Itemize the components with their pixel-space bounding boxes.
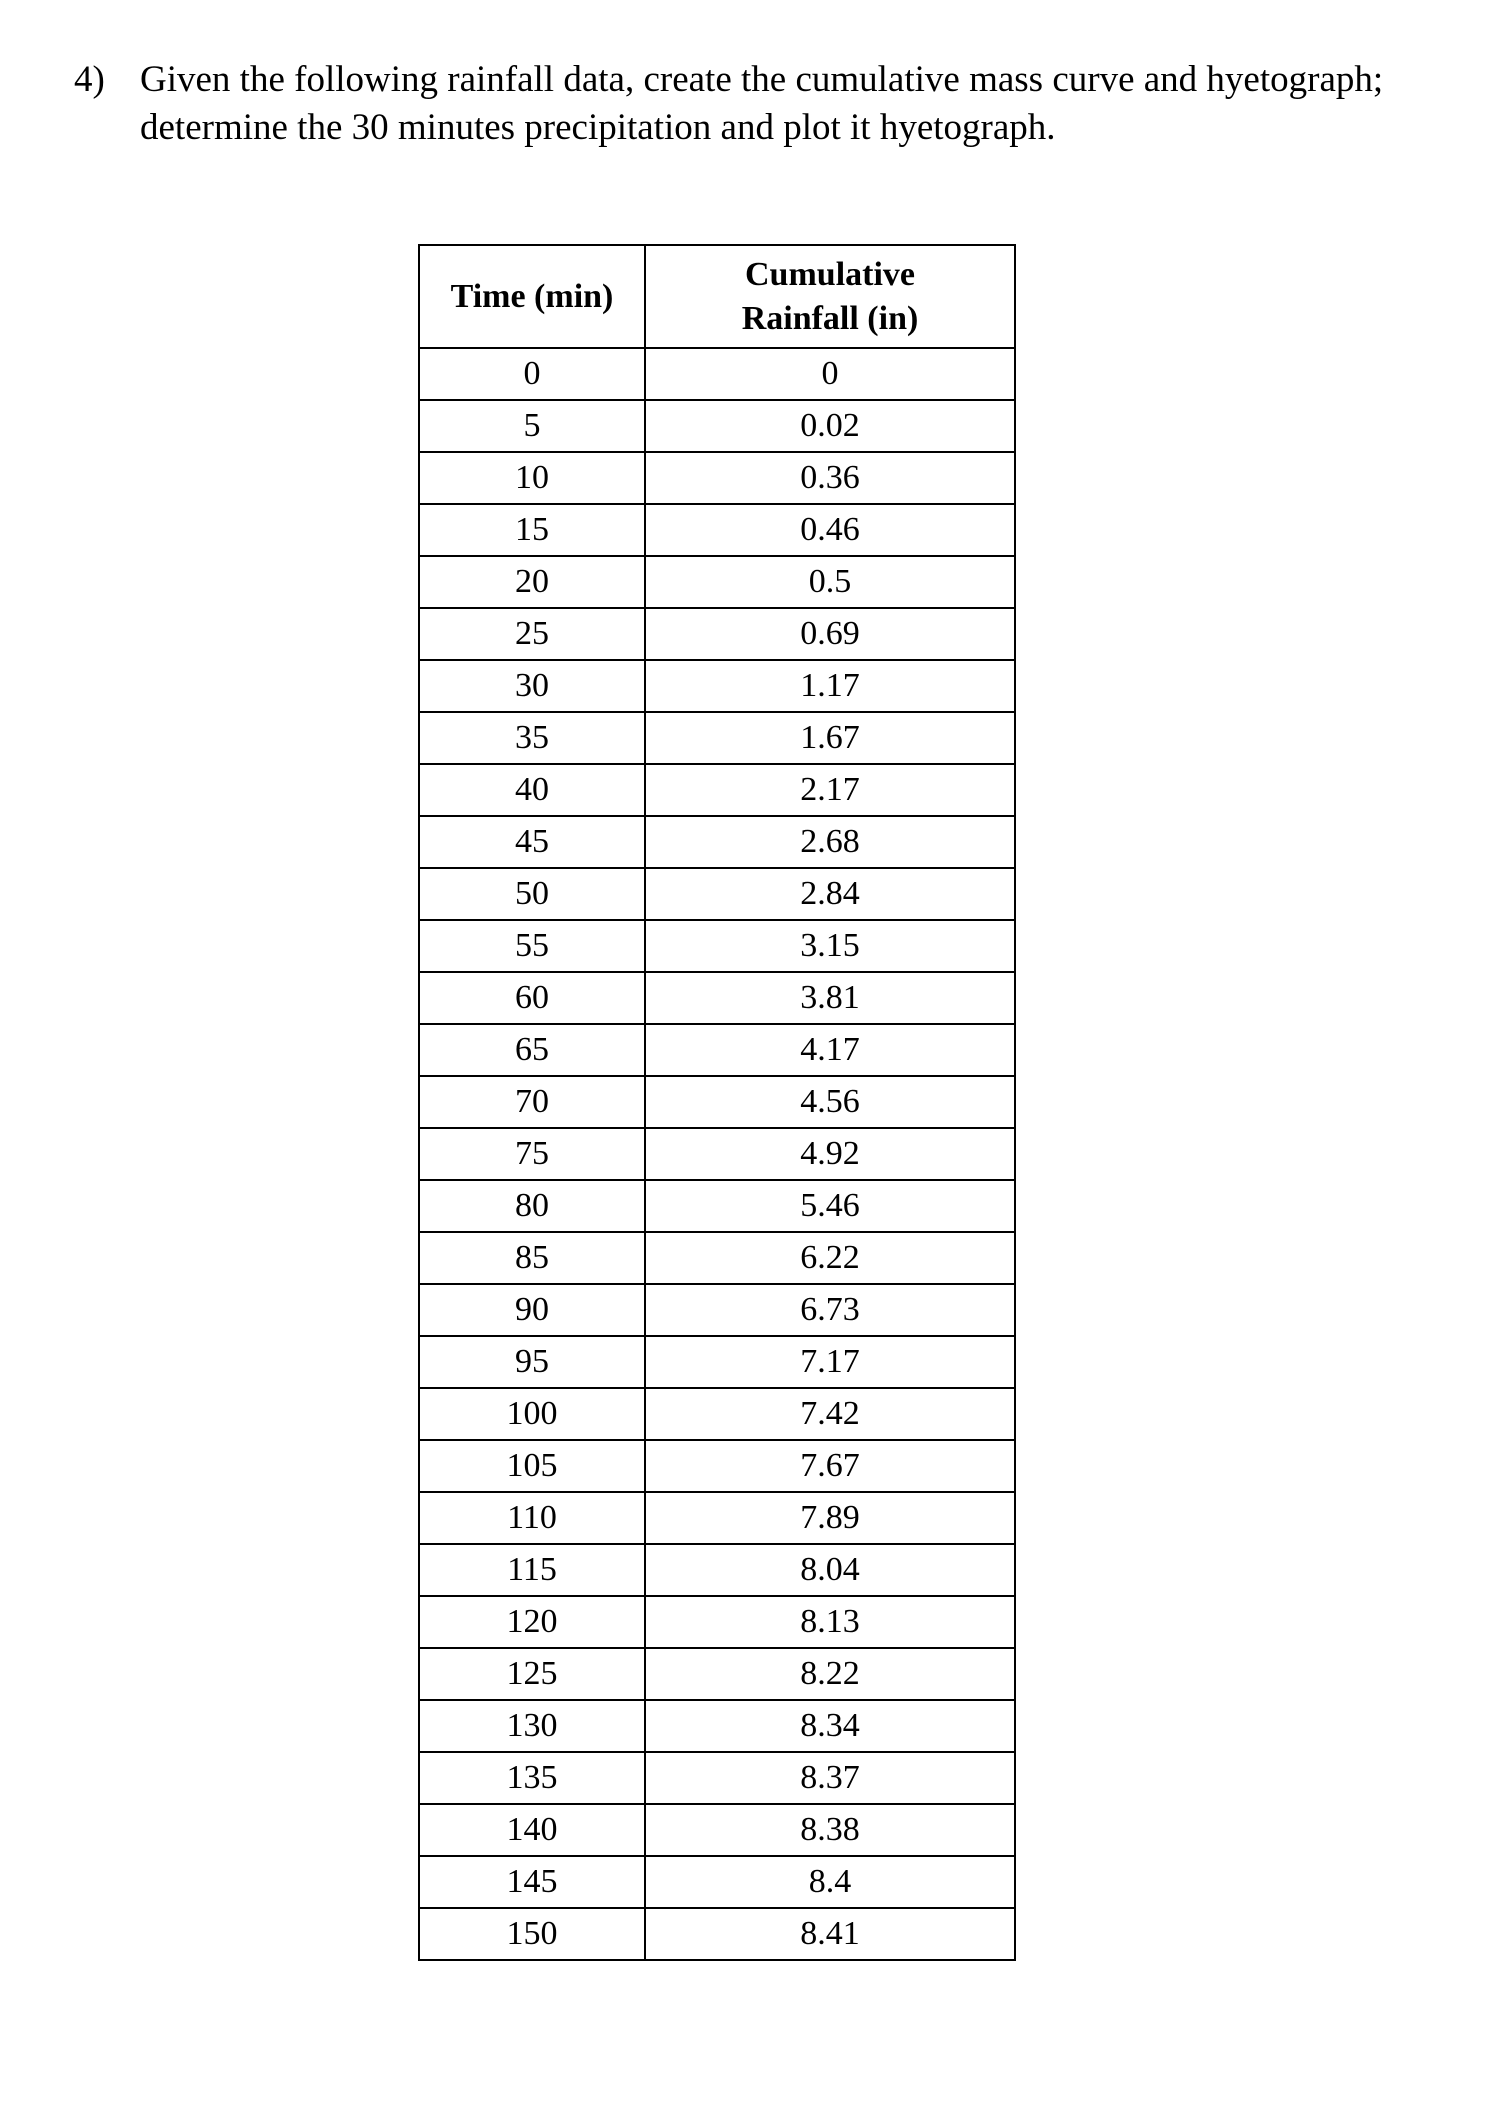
cell-time: 145: [419, 1856, 645, 1908]
table-row: [419, 1128, 1015, 1180]
cell-time: 10: [419, 452, 645, 504]
table-row: [419, 452, 1015, 504]
header-time: Time (min): [419, 245, 645, 348]
question-line-1: Given the following rainfall data, create the cumulative mass curve and hyetograph;: [140, 59, 1384, 100]
cell-cumulative-rainfall: 0.5: [645, 556, 1015, 608]
cell-time: 85: [419, 1232, 645, 1284]
cell-cumulative-rainfall: 0: [645, 348, 1015, 400]
cell-cumulative-rainfall: 7.42: [645, 1388, 1015, 1440]
cell-cumulative-rainfall: 7.17: [645, 1336, 1015, 1388]
table-row: [419, 608, 1015, 660]
table-row: [419, 1076, 1015, 1128]
cell-cumulative-rainfall: 1.17: [645, 660, 1015, 712]
cell-time: 95: [419, 1336, 645, 1388]
table-row: [419, 1908, 1015, 1960]
cell-time: 130: [419, 1700, 645, 1752]
table-row: [419, 504, 1015, 556]
cell-time: 15: [419, 504, 645, 556]
cell-cumulative-rainfall: 3.15: [645, 920, 1015, 972]
table-header-row: [419, 245, 1015, 348]
cell-cumulative-rainfall: 0.02: [645, 400, 1015, 452]
table-row: [419, 1544, 1015, 1596]
cell-time: 75: [419, 1128, 645, 1180]
cell-cumulative-rainfall: 8.38: [645, 1804, 1015, 1856]
rainfall-table: [418, 244, 1016, 1961]
table-row: [419, 1180, 1015, 1232]
question-line-2: determine the 30 minutes precipitation and plot it hyetograph.: [140, 107, 1056, 148]
cell-cumulative-rainfall: 4.17: [645, 1024, 1015, 1076]
cell-time: 105: [419, 1440, 645, 1492]
cell-cumulative-rainfall: 2.84: [645, 868, 1015, 920]
cell-time: 50: [419, 868, 645, 920]
cell-time: 60: [419, 972, 645, 1024]
cell-time: 150: [419, 1908, 645, 1960]
header-rainfall-line-2: Rainfall (in): [741, 299, 919, 337]
table-row: [419, 348, 1015, 400]
cell-time: 110: [419, 1492, 645, 1544]
cell-cumulative-rainfall: 8.34: [645, 1700, 1015, 1752]
cell-cumulative-rainfall: 8.41: [645, 1908, 1015, 1960]
cell-cumulative-rainfall: 8.04: [645, 1544, 1015, 1596]
cell-cumulative-rainfall: 2.17: [645, 764, 1015, 816]
cell-cumulative-rainfall: 4.92: [645, 1128, 1015, 1180]
question-block: [74, 56, 1454, 152]
table-row: [419, 556, 1015, 608]
table-row: [419, 1440, 1015, 1492]
table-row: [419, 1336, 1015, 1388]
cell-time: 35: [419, 712, 645, 764]
table-row: [419, 1648, 1015, 1700]
table-row: [419, 1700, 1015, 1752]
cell-cumulative-rainfall: 0.46: [645, 504, 1015, 556]
cell-time: 140: [419, 1804, 645, 1856]
cell-time: 40: [419, 764, 645, 816]
cell-time: 80: [419, 1180, 645, 1232]
cell-cumulative-rainfall: 8.13: [645, 1596, 1015, 1648]
header-rainfall-line-1: Cumulative: [745, 255, 915, 293]
cell-time: 5: [419, 400, 645, 452]
table-row: [419, 972, 1015, 1024]
cell-cumulative-rainfall: 4.56: [645, 1076, 1015, 1128]
cell-cumulative-rainfall: 6.73: [645, 1284, 1015, 1336]
table-row: [419, 816, 1015, 868]
cell-cumulative-rainfall: 8.4: [645, 1856, 1015, 1908]
table-row: [419, 1596, 1015, 1648]
table-body: [419, 348, 1015, 1960]
table-row: [419, 1232, 1015, 1284]
cell-time: 115: [419, 1544, 645, 1596]
cell-cumulative-rainfall: 7.67: [645, 1440, 1015, 1492]
table-row: [419, 1284, 1015, 1336]
cell-cumulative-rainfall: 3.81: [645, 972, 1015, 1024]
cell-cumulative-rainfall: 0.36: [645, 452, 1015, 504]
table-row: [419, 1388, 1015, 1440]
question-text: [140, 56, 1454, 152]
cell-time: 125: [419, 1648, 645, 1700]
table-row: [419, 868, 1015, 920]
cell-time: 120: [419, 1596, 645, 1648]
table-row: [419, 1024, 1015, 1076]
question-row: [74, 56, 1454, 152]
table-row: [419, 1804, 1015, 1856]
cell-time: 55: [419, 920, 645, 972]
cell-time: 30: [419, 660, 645, 712]
cell-cumulative-rainfall: 8.37: [645, 1752, 1015, 1804]
table-row: [419, 1856, 1015, 1908]
cell-cumulative-rainfall: 5.46: [645, 1180, 1015, 1232]
cell-cumulative-rainfall: 6.22: [645, 1232, 1015, 1284]
table-row: [419, 1492, 1015, 1544]
cell-time: 135: [419, 1752, 645, 1804]
cell-cumulative-rainfall: 2.68: [645, 816, 1015, 868]
cell-cumulative-rainfall: 8.22: [645, 1648, 1015, 1700]
table-row: [419, 660, 1015, 712]
cell-time: 70: [419, 1076, 645, 1128]
table-row: [419, 1752, 1015, 1804]
table-row: [419, 712, 1015, 764]
cell-time: 25: [419, 608, 645, 660]
cell-cumulative-rainfall: 7.89: [645, 1492, 1015, 1544]
cell-time: 45: [419, 816, 645, 868]
cell-cumulative-rainfall: 1.67: [645, 712, 1015, 764]
header-cumulative-rainfall: [645, 245, 1015, 348]
cell-cumulative-rainfall: 0.69: [645, 608, 1015, 660]
cell-time: 90: [419, 1284, 645, 1336]
cell-time: 20: [419, 556, 645, 608]
cell-time: 100: [419, 1388, 645, 1440]
cell-time: 0: [419, 348, 645, 400]
table-row: [419, 400, 1015, 452]
table-row: [419, 920, 1015, 972]
cell-time: 65: [419, 1024, 645, 1076]
table-row: [419, 764, 1015, 816]
question-number: 4): [74, 59, 105, 100]
